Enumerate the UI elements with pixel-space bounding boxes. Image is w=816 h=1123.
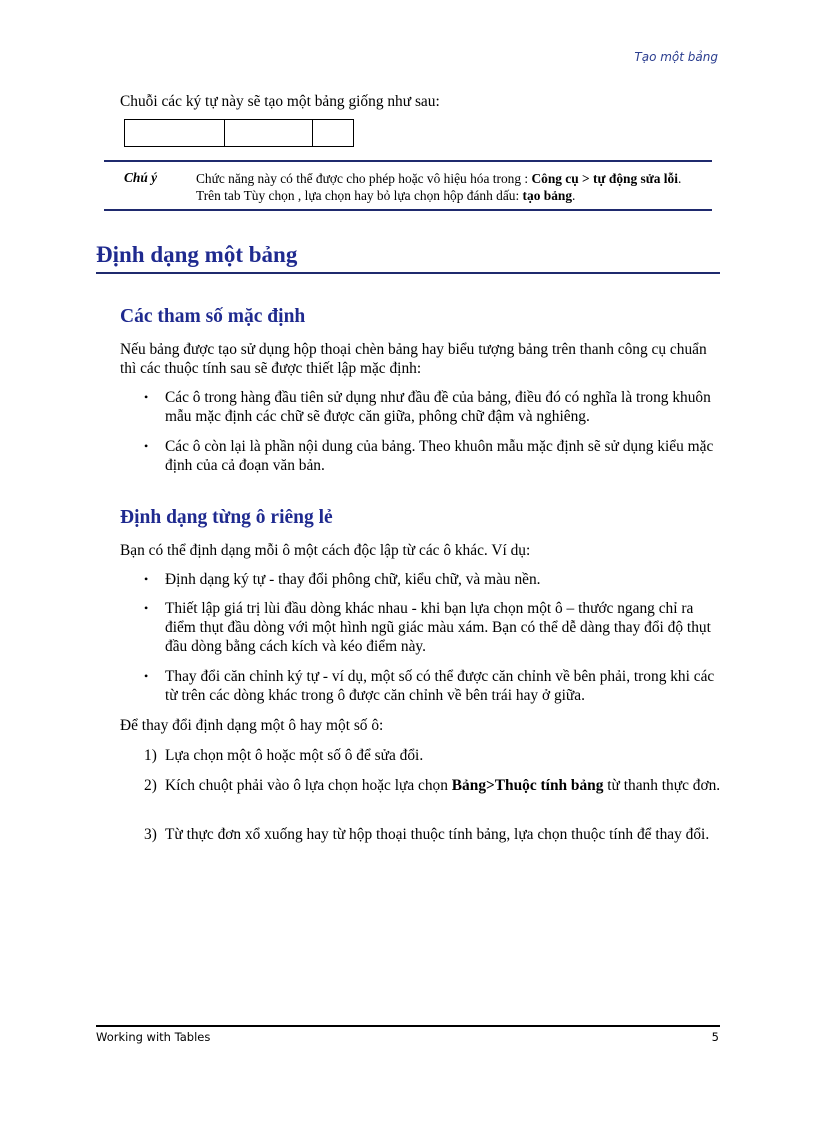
bullet-icon: • — [144, 439, 149, 453]
step-text-before: Kích chuột phải vào ô lựa chọn hoặc lựa chọn — [165, 777, 452, 794]
sample-table-cell — [225, 120, 313, 146]
list-item-text: Các ô còn lại là phần nội dung của bảng. Theo khuôn mẫu mặc định sẽ sử dụng kiểu mặc định của cả đoạn văn bản. — [165, 438, 714, 474]
cells-heading: Định dạng từng ô riêng lẻ — [120, 507, 333, 528]
step-text: Từ thực đơn xổ xuống hay từ hộp thoại thuộc tính bảng, lựa chọn thuộc tính để thay đổi. — [165, 826, 710, 843]
note-option: tạo bảng — [522, 188, 573, 203]
sample-table-cell — [313, 120, 353, 146]
bullet-icon: • — [144, 601, 149, 615]
step-menu-path: Bảng>Thuộc tính bảng — [451, 777, 604, 794]
footer-title: Working with Tables — [96, 1030, 211, 1044]
list-item-text: Thiết lập giá trị lùi đầu dòng khác nhau - khi bạn lựa chọn một ô – thước ngang chỉ ra điểm thụt đầu dòng với một hình ngũ giác màu xám. Bạn có thể dễ dàng thay đổi độ thụt đầu dòng bằng cách kích và kéo điểm này. — [165, 600, 711, 655]
note-label: Chú ý — [124, 170, 158, 185]
step-text-after: từ thanh thực đơn. — [603, 777, 721, 794]
page-number: 5 — [711, 1030, 719, 1044]
step-number: 3) — [144, 826, 157, 843]
bullet-icon: • — [144, 572, 149, 586]
note-text-end: . — [572, 188, 576, 203]
step-text — [165, 776, 725, 795]
note-text — [196, 170, 696, 204]
bullet-icon: • — [144, 669, 149, 683]
note-text-before: Chức năng này có thể được cho phép hoặc vô hiệu hóa trong : — [196, 171, 532, 186]
running-header: Tạo một bảng — [634, 50, 718, 64]
list-item-text: Thay đổi căn chỉnh ký tự - ví dụ, một số có thể được căn chỉnh về bên phải, trong khi các từ trên các dòng khác trong ô được căn chỉnh về bên trái hay ở giữa. — [165, 668, 715, 704]
step-number: 2) — [144, 777, 157, 794]
section-title: Định dạng một bảng — [96, 240, 720, 274]
bullet-icon: • — [144, 390, 149, 404]
cells-intro: Bạn có thể định dạng mỗi ô một cách độc lập từ các ô khác. Ví dụ: — [120, 542, 531, 559]
steps-intro: Để thay đổi định dạng một ô hay một số ô: — [120, 717, 384, 734]
sample-caption: Chuỗi các ký tự này sẽ tạo một bảng giống như sau: — [120, 93, 440, 110]
note-text-middle: . Trên tab Tùy chọn , lựa chọn hay bỏ lựa chọn hộp đánh dấu: — [196, 171, 682, 203]
sample-table-cell — [125, 120, 225, 146]
defaults-heading: Các tham số mặc định — [120, 306, 306, 327]
defaults-intro: Nếu bảng được tạo sử dụng hộp thoại chèn bảng hay biểu tượng bảng trên thanh công cụ chuẩn thì các thuộc tính sau sẽ được thiết lập mặc định: — [120, 341, 707, 377]
list-item-text: Định dạng ký tự - thay đổi phông chữ, kiểu chữ, và màu nền. — [165, 571, 541, 588]
step-text: Lựa chọn một ô hoặc một số ô để sửa đổi. — [165, 747, 424, 764]
list-item-text: Các ô trong hàng đầu tiên sử dụng như đầu đề của bảng, điều đó có nghĩa là trong khuôn mẫu mặc định các chữ sẽ được căn giữa, phông chữ đậm và nghiêng. — [165, 389, 711, 425]
sample-table — [124, 119, 354, 147]
note-box — [104, 160, 712, 211]
note-menu-path: Công cụ > tự động sửa lỗi — [531, 171, 678, 186]
step-number: 1) — [144, 747, 157, 764]
footer-rule — [96, 1025, 720, 1027]
